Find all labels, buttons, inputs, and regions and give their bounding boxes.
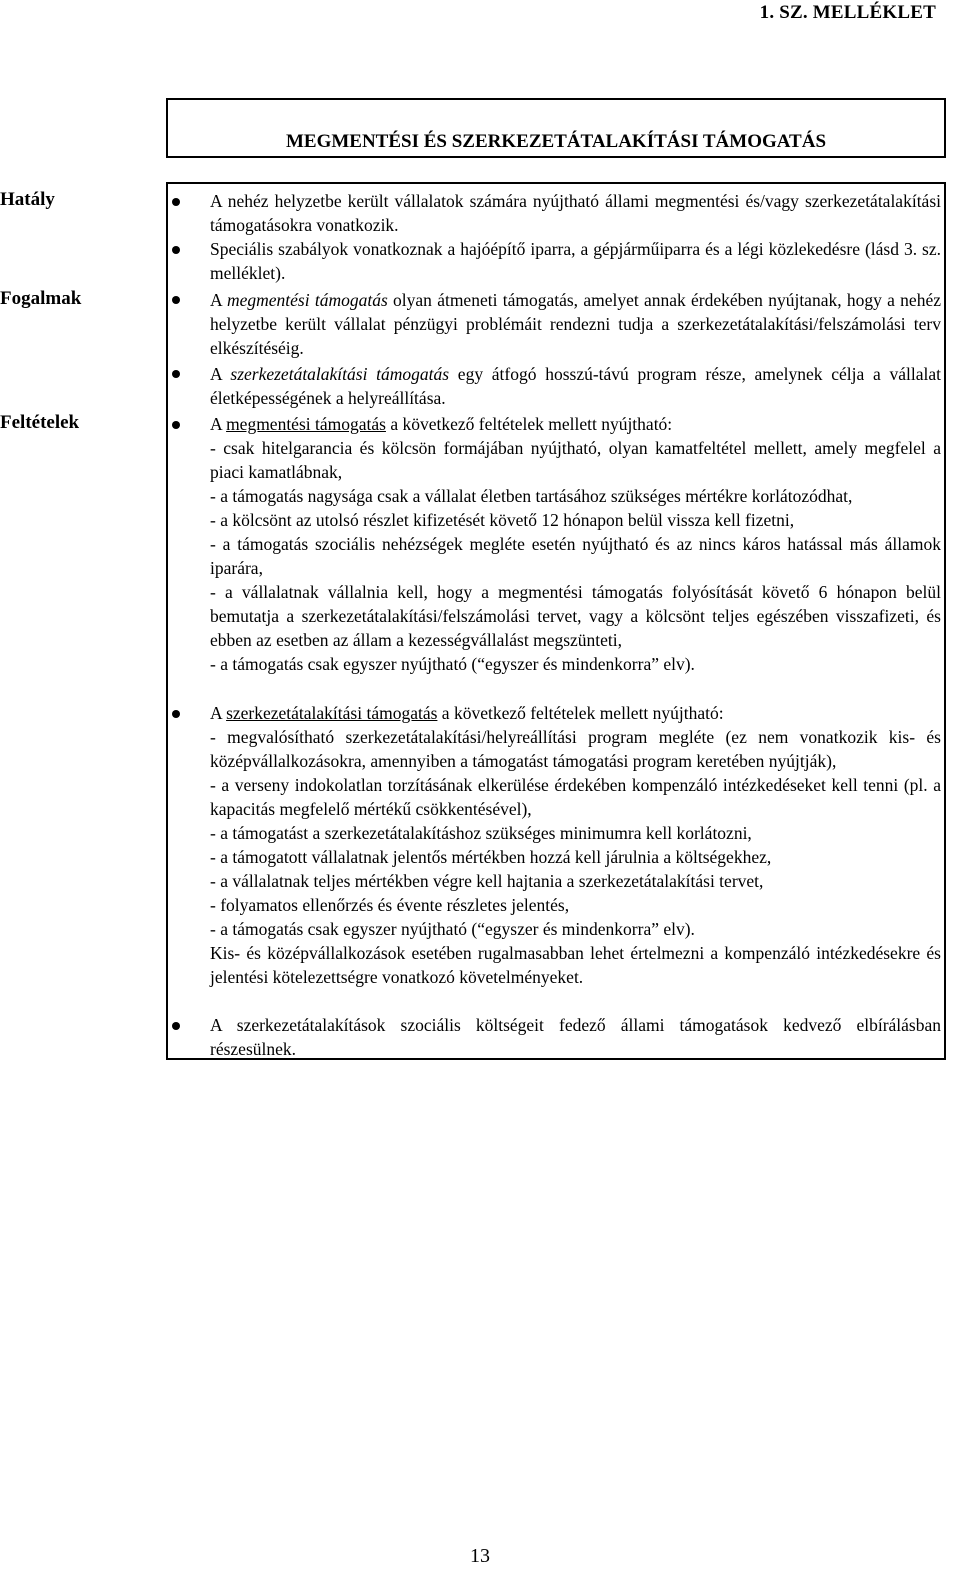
hataly-item-1: A nehéz helyzetbe került vállalatok számára nyújtható állami megmentési és/vagy szerkezetátalakítási támogatásokra vonatkozik.	[210, 191, 941, 235]
section-label-hataly: Hatály	[0, 189, 55, 210]
condition-line: - a támogatást a szerkezetátalakításhoz szükséges minimumra kell korlátozni,	[210, 823, 752, 843]
bullet-icon	[172, 246, 180, 254]
section-label-feltetelek: Feltételek	[0, 412, 80, 433]
condition-line: - a kölcsönt az utolsó részlet kifizetését követő 12 hónapon belül vissza kell fizetni,	[210, 510, 795, 530]
term-szerkezetatalakitasi-tamogatas: szerkezetátalakítási támogatás	[226, 703, 438, 723]
fogalmak-item-1	[210, 288, 941, 360]
condition-note: Kis- és középvállalkozások esetében rugalmasabban lehet értelmezni a kompenzáló intézkedésekre és jelentési kötelezettségre vonatkozó követelményeket.	[210, 943, 941, 987]
fogalmak-item-2	[210, 362, 941, 410]
condition-line: - a verseny indokolatlan torzításának elkerülése érdekében kompenzáló intézkedéseket kell tenni (pl. a kapacitás megfelelő mértékű csökkentésével),	[210, 775, 941, 819]
hataly-item-2: Speciális szabályok vonatkoznak a hajóépítő iparra, a gépjárműiparra és a légi közlekedésre (lásd 3. sz. melléklet).	[210, 239, 941, 283]
page-number: 13	[470, 1545, 490, 1567]
definition-text: egy átfogó hosszú-távú program része, amelynek célja a vállalat életképességének a helyreállítása.	[210, 364, 941, 408]
condition-line: - a támogatás szociális nehézségek megléte esetén nyújtható és az nincs káros hatással más államok iparára,	[210, 534, 941, 578]
feltetelek-item-3: A szerkezetátalakítások szociális költségeit fedező állami támogatások kedvező elbírálásban részesülnek.	[210, 1015, 941, 1059]
text-prefix: A	[210, 290, 227, 310]
term-megmentesi-tamogatas: megmentési támogatás	[226, 290, 388, 310]
intro-text: a következő feltételek mellett nyújtható:	[437, 703, 724, 723]
feltetelek-item-2	[210, 701, 941, 989]
condition-intro	[210, 412, 941, 436]
bullet-icon	[172, 370, 180, 378]
bullet-icon	[172, 421, 180, 429]
condition-line: - csak hitelgarancia és kölcsön formájában nyújtható, olyan kamatfeltétel mellett, amely megfelel a piaci kamatlábnak,	[210, 438, 941, 482]
condition-line: - a támogatás nagysága csak a vállalat életben tartásához szükséges mértékre korlátozódhat,	[210, 486, 853, 506]
condition-line: - a vállalatnak vállalnia kell, hogy a megmentési támogatás folyósítását követő 6 hónapon belül bemutatja a szerkezetátalakítási/felszámolási tervet, vagy a kölcsönt teljes egészében visszafizeti, és ebben az esetben az állam a kezességvállalást megszünteti,	[210, 582, 941, 650]
text-prefix: A	[210, 364, 231, 384]
condition-line: - megvalósítható szerkezetátalakítási/helyreállítási program megléte (ez nem vonatkozik kis- és középvállalkozásokra, amennyiben a támogatást támogatási program keretében nyújtják),	[210, 727, 941, 771]
term-szerkezetatalakitasi-tamogatas: szerkezetátalakítási támogatás	[230, 364, 450, 384]
annex-header: 1. SZ. MELLÉKLET	[759, 2, 936, 23]
definition-text: olyan átmeneti támogatás, amelyet annak érdekében nyújtanak, hogy a nehéz helyzetbe került vállalat pénzügyi problémáit rendezni tudja a szerkezetátalakítási/felszámolási terv elkészítéséig.	[210, 290, 941, 358]
condition-intro	[210, 701, 941, 725]
bullet-icon	[172, 1022, 180, 1030]
condition-line: - a támogatás csak egyszer nyújtható (“egyszer és mindenkorra” elv).	[210, 654, 695, 674]
feltetelek-item-1	[210, 412, 941, 676]
condition-line: - a támogatott vállalatnak jelentős mértékben hozzá kell járulnia a költségekhez,	[210, 847, 772, 867]
page-title: MEGMENTÉSI ÉS SZERKEZETÁTALAKÍTÁSI TÁMOGATÁS	[285, 131, 827, 152]
text-prefix: A	[210, 414, 227, 434]
title-box	[166, 98, 946, 158]
condition-line: - folyamatos ellenőrzés és évente részletes jelentés,	[210, 895, 570, 915]
bullet-icon	[172, 710, 180, 718]
bullet-icon	[172, 296, 180, 304]
bullet-icon	[172, 198, 180, 206]
condition-line: - a vállalatnak teljes mértékben végre kell hajtania a szerkezetátalakítási tervet,	[210, 871, 764, 891]
section-label-fogalmak: Fogalmak	[0, 288, 82, 309]
term-megmentesi-tamogatas: megmentési támogatás	[226, 414, 386, 434]
intro-text: a következő feltételek mellett nyújtható:	[385, 414, 673, 434]
condition-line: - a támogatás csak egyszer nyújtható (“egyszer és mindenkorra” elv).	[210, 919, 695, 939]
text-prefix: A	[210, 703, 227, 723]
